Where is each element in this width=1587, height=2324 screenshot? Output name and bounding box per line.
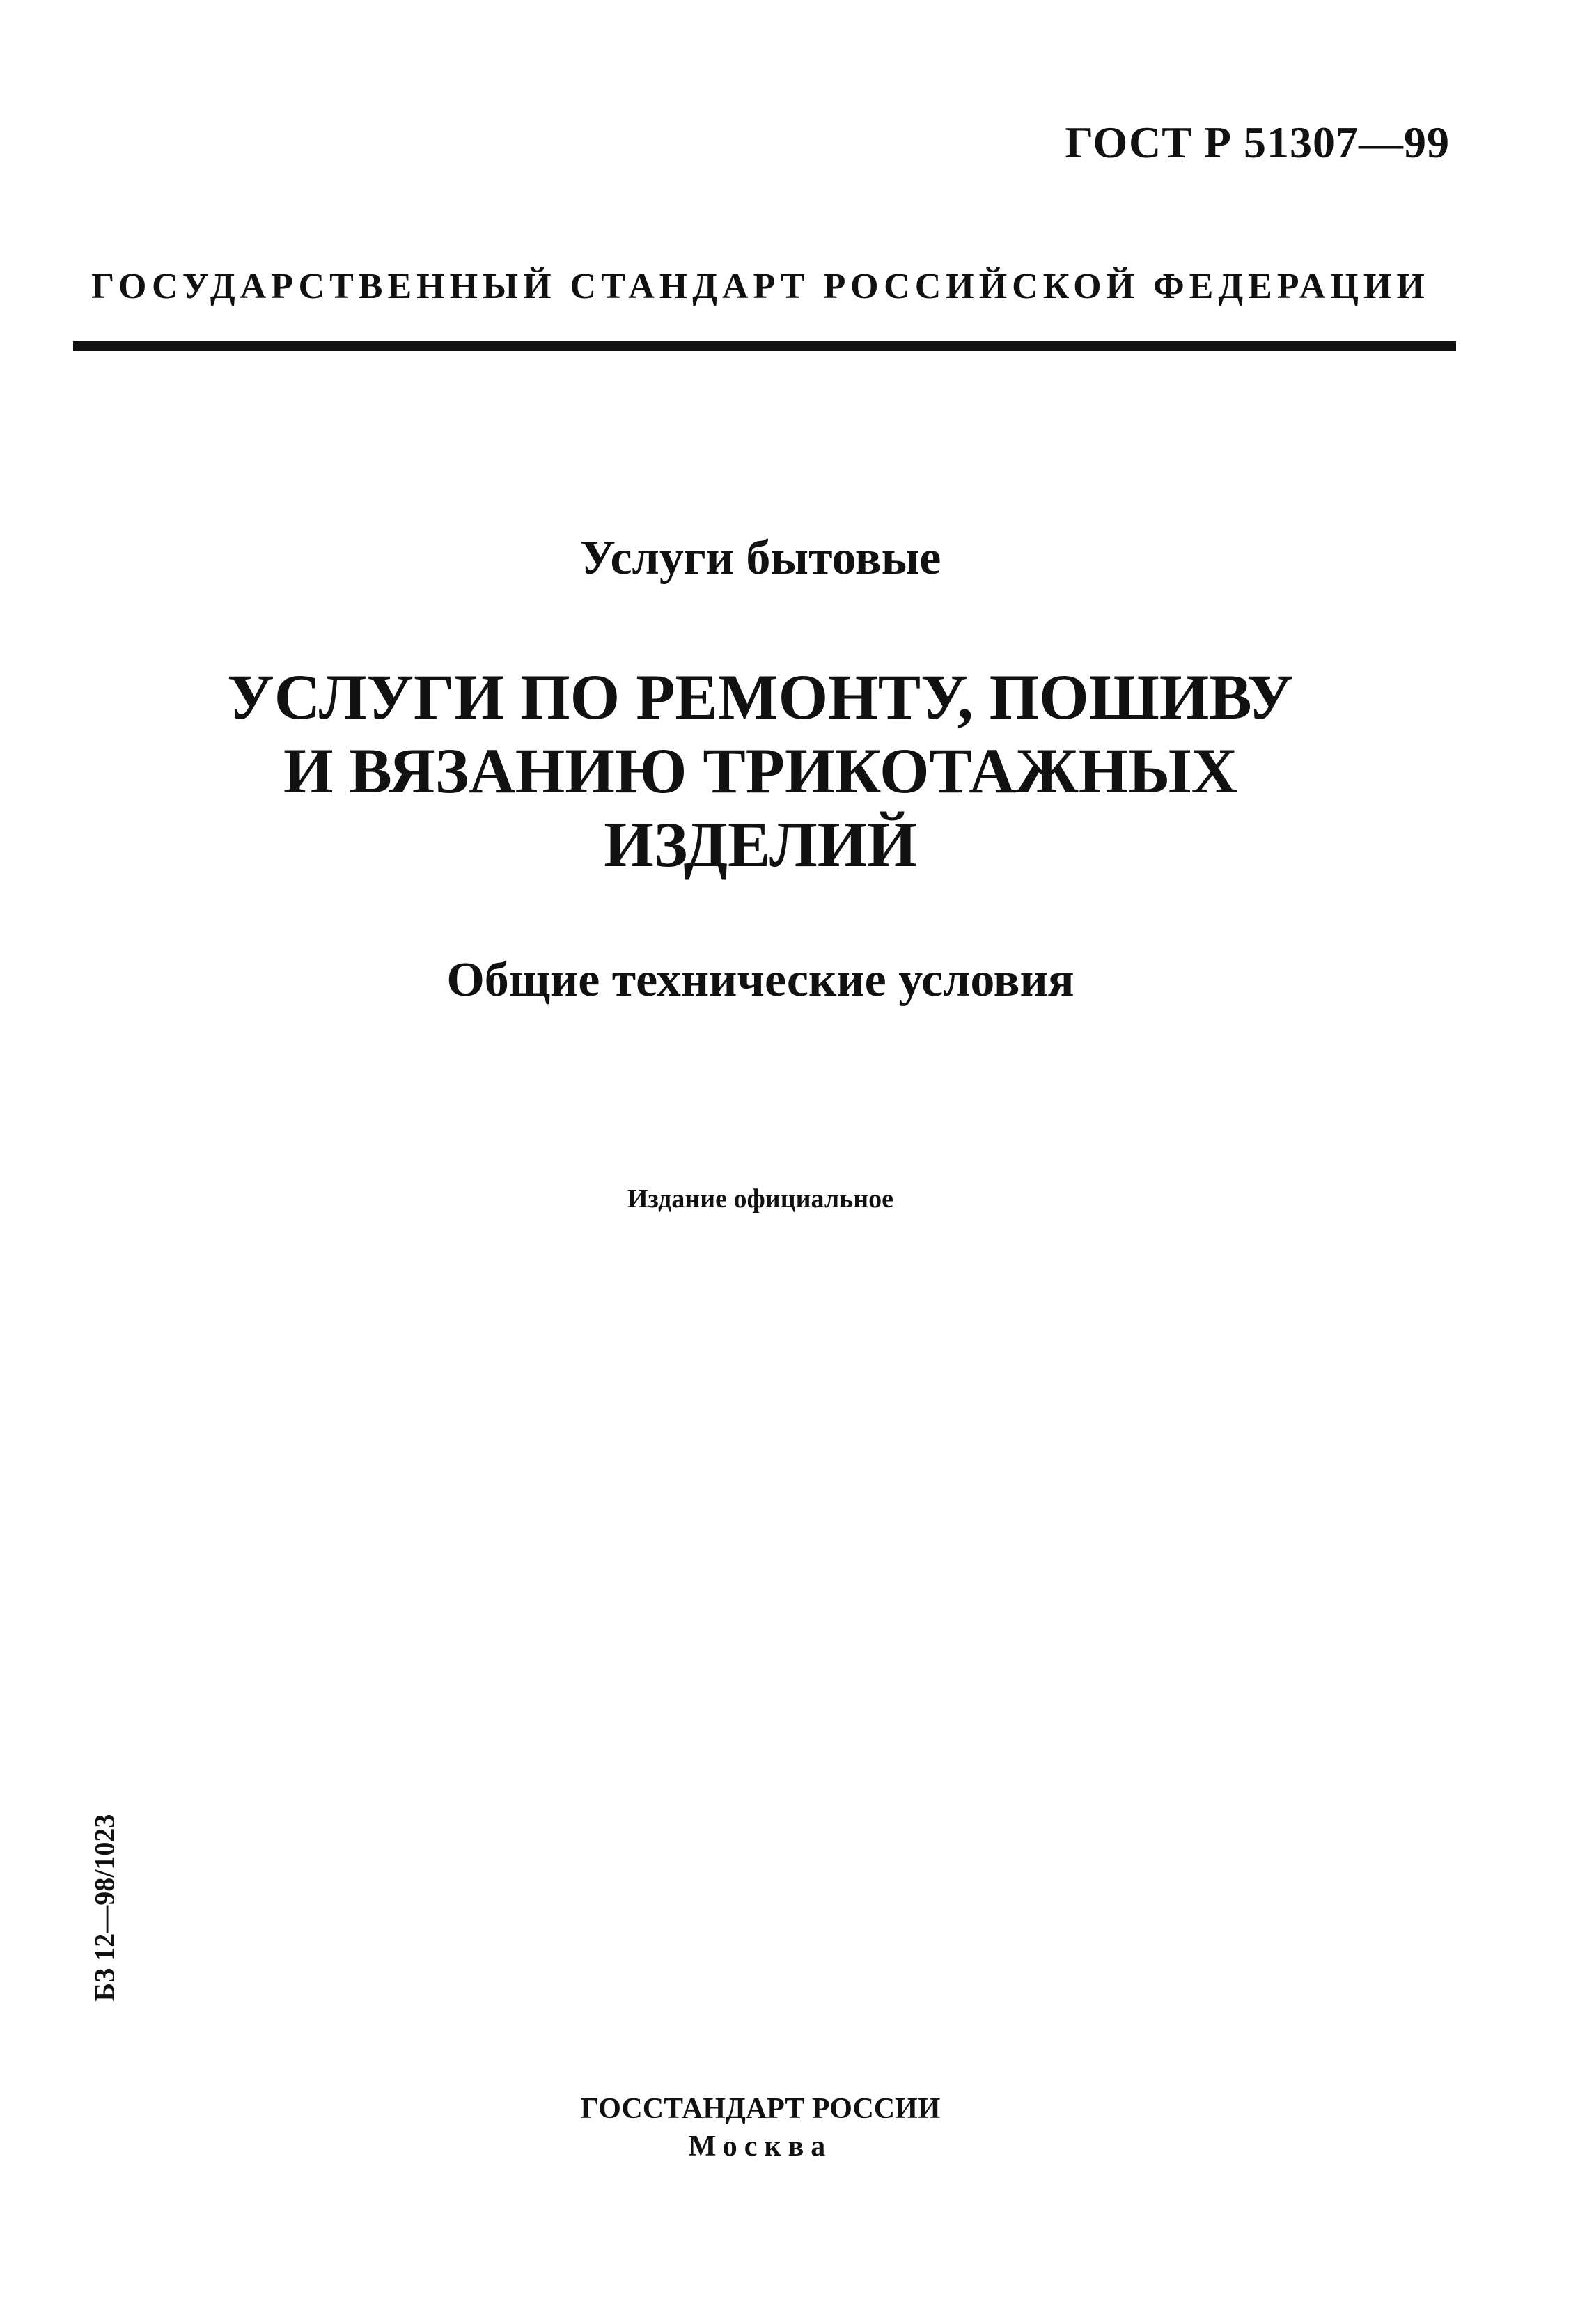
main-title — [73, 660, 1448, 881]
publisher — [73, 2090, 1448, 2165]
publisher-city: Москва — [688, 2130, 833, 2162]
header-rule — [73, 341, 1456, 351]
issuer-heading: ГОСУДАРСТВЕННЫЙ СТАНДАРТ РОССИЙСКОЙ ФЕДЕРАЦИИ — [91, 267, 1430, 306]
publisher-name: ГОССТАНДАРТ РОССИИ — [580, 2093, 941, 2125]
main-title-line: И ВЯЗАНИЮ ТРИКОТАЖНЫХ — [283, 735, 1238, 806]
main-title-line: ИЗДЕЛИЙ — [604, 809, 917, 880]
side-code: БЗ 12—98/1023 — [88, 1814, 120, 2002]
edition-note: Издание официальное — [627, 1184, 893, 1214]
subtitle: Общие технические условия — [446, 953, 1074, 1007]
main-title-line: УСЛУГИ ПО РЕМОНТУ, ПОШИВУ — [227, 661, 1294, 732]
document-number: ГОСТ Р 51307—99 — [1065, 118, 1450, 167]
category-title: Услуги бытовые — [579, 531, 941, 585]
